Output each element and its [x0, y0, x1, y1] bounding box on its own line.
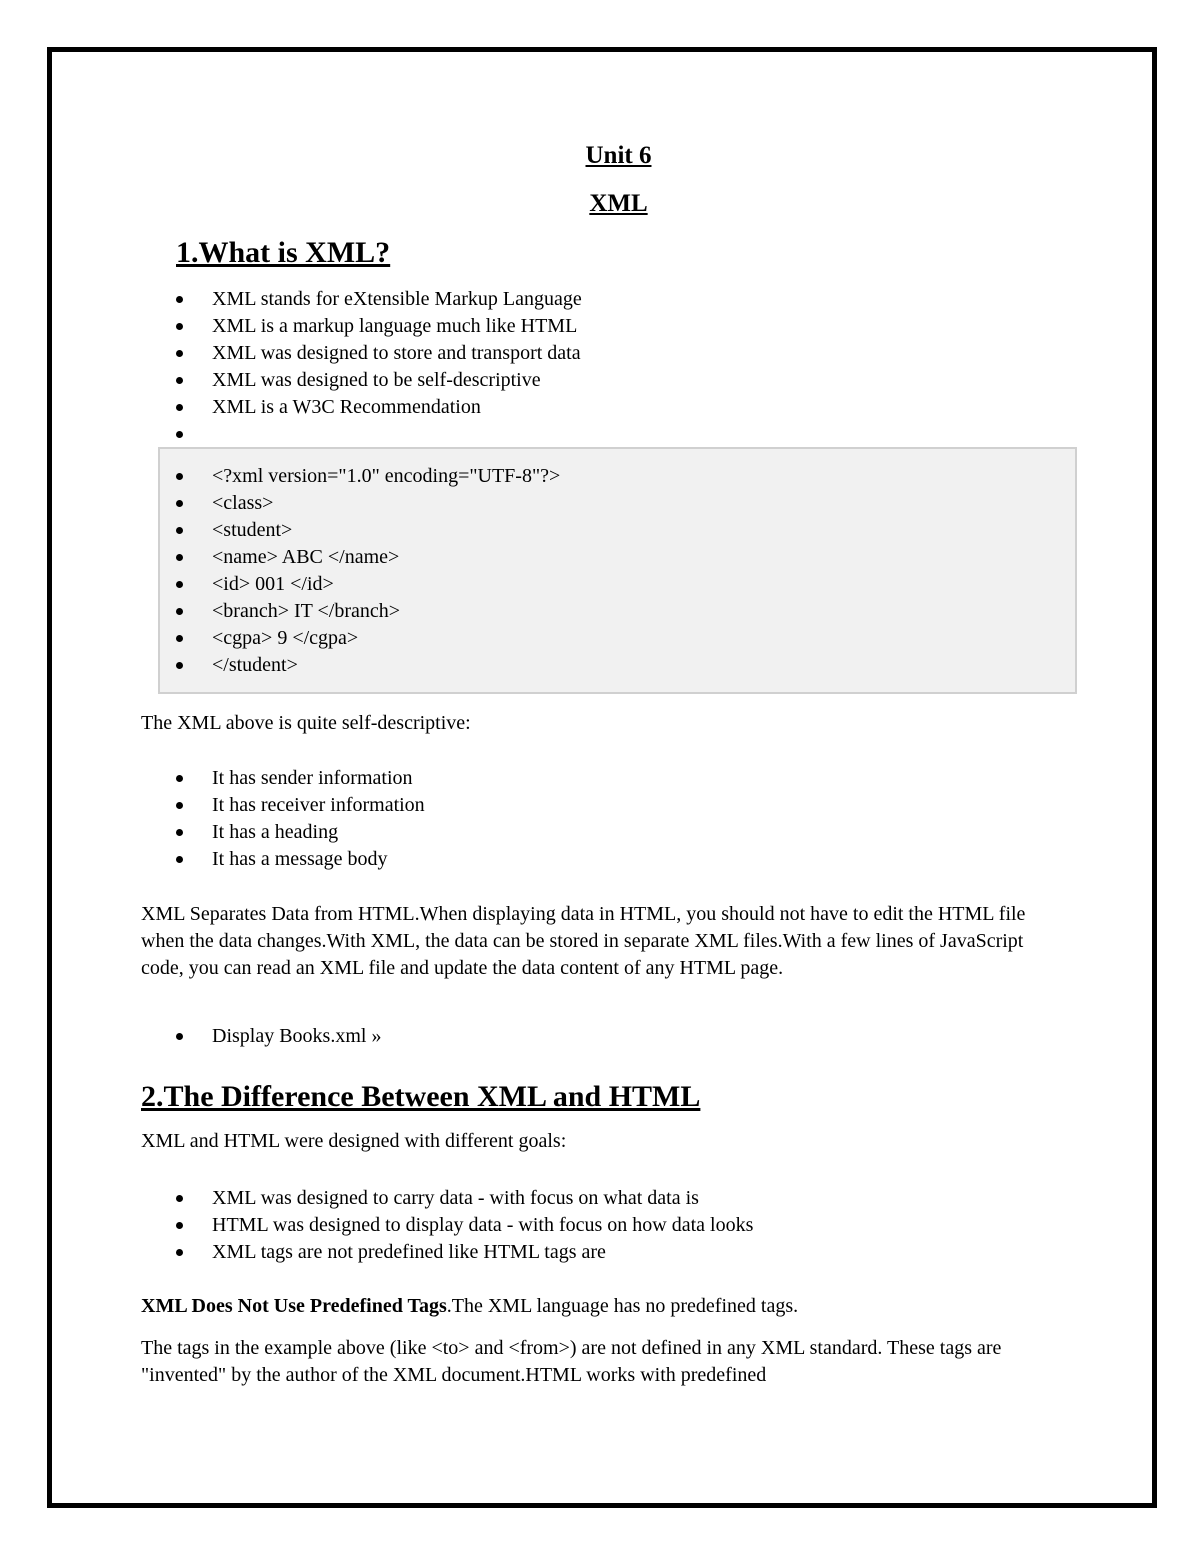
code-line: <id> 001 </id> — [141, 571, 560, 598]
section2-heading: 2.The Difference Between XML and HTML — [141, 1080, 701, 1113]
list-item: XML stands for eXtensible Markup Language — [141, 286, 582, 313]
code-line: <class> — [141, 490, 560, 517]
list-item: XML is a markup language much like HTML — [141, 313, 582, 340]
xml-intro-list — [141, 286, 582, 448]
code-line: <student> — [141, 517, 560, 544]
code-line: <cgpa> 9 </cgpa> — [141, 625, 560, 652]
different-goals-intro: XML and HTML were designed with different goals: — [141, 1130, 567, 1152]
list-item: XML is a W3C Recommendation — [141, 394, 582, 421]
code-line: <branch> IT </branch> — [141, 598, 560, 625]
separates-data-paragraph: XML Separates Data from HTML.When displaying data in HTML, you should not have to edit the HTML file when the data changes.With XML, the data can be stored in separate XML files.With a few lines of JavaScript code, you can read an XML file and update the data content of any HTML page. — [141, 903, 1026, 979]
list-item: HTML was designed to display data - with focus on how data looks — [141, 1212, 753, 1239]
invented-tags-paragraph: The tags in the example above (like <to> and <from>) are not defined in any XML standard. These tags are "invented" by the author of the XML document.HTML works with predefined — [141, 1337, 1002, 1386]
predefined-tags-paragraph — [141, 1293, 1061, 1320]
topic-title: XML — [589, 190, 648, 217]
self-descriptive-intro: The XML above is quite self-descriptive: — [141, 712, 471, 734]
predefined-tags-bold: XML Does Not Use Predefined Tags — [141, 1295, 447, 1317]
predefined-tags-text: .The XML language has no predefined tags. — [446, 1295, 799, 1317]
list-item: XML was designed to carry data - with focus on what data is — [141, 1185, 753, 1212]
section1-heading: 1.What is XML? — [176, 236, 391, 269]
code-example-list — [141, 463, 560, 679]
list-item: XML tags are not predefined like HTML tags are — [141, 1239, 753, 1266]
list-item: It has sender information — [141, 765, 425, 792]
list-item — [141, 421, 582, 448]
list-item: It has a heading — [141, 819, 425, 846]
code-line: <name> ABC </name> — [141, 544, 560, 571]
code-line: </student> — [141, 652, 560, 679]
difference-list — [141, 1185, 753, 1266]
self-descriptive-list — [141, 765, 425, 873]
list-item: It has receiver information — [141, 792, 425, 819]
list-item: XML was designed to store and transport data — [141, 340, 582, 367]
display-books-link[interactable]: Display Books.xml » — [141, 1023, 381, 1050]
list-item: It has a message body — [141, 846, 425, 873]
code-line: <?xml version="1.0" encoding="UTF-8"?> — [141, 463, 560, 490]
unit-title: Unit 6 — [585, 142, 652, 169]
display-link-list — [141, 1023, 381, 1050]
list-item: XML was designed to be self-descriptive — [141, 367, 582, 394]
